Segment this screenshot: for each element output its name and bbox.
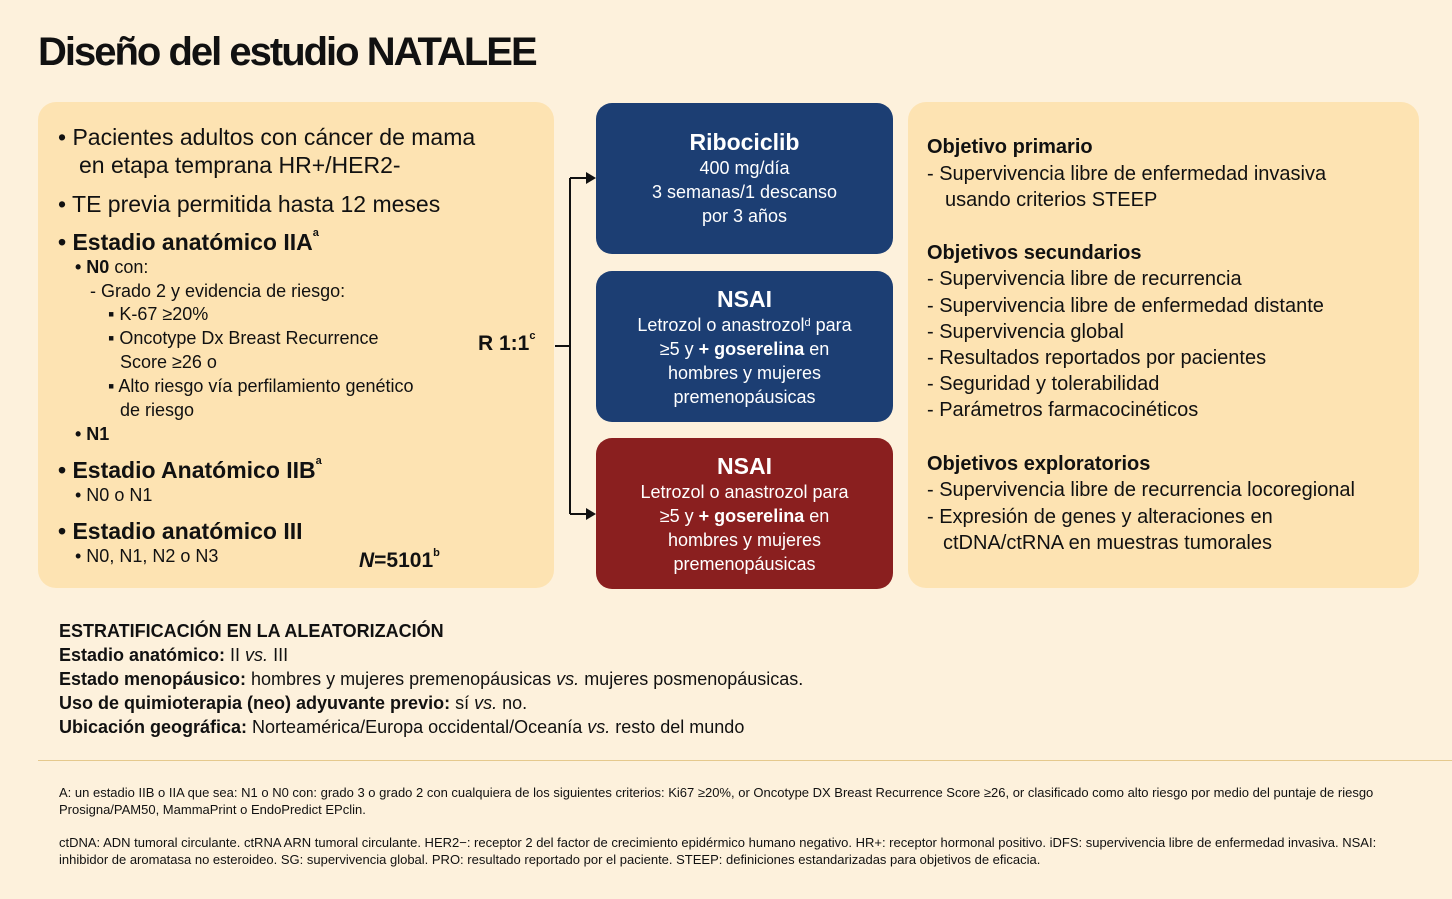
secondary-objective-item: - Resultados reportados por pacientes [927,347,1267,369]
secondary-objective-item: - Supervivencia global [927,321,1124,343]
arm-nsai-2-line1: Letrozol o anastrozol para [640,482,849,502]
arm-nsai-1-line4: premenopáusicas [673,387,816,407]
arm-nsai-2-name: NSAI [717,453,772,479]
primary-objective-item: - Supervivencia libre de enfermedad invasiva [927,163,1327,185]
n0-with: • N0 con: [75,257,149,277]
secondary-objective-item: - Supervivencia libre de recurrencia [927,268,1242,290]
footnote-stage-definition: A: un estadio IIB o IIA que sea: N1 o N0 con: grado 3 o grado 2 con cualquiera de los siguientes criterios: Ki67 ≥20%, or Oncotype DX Breast Recurrence Score ≥26, or clasificado como alto riesgo por medio del puntaje de riesgo Prosigna/PAM50, MammaPrint o EndoPredict EPclin. [59,785,1374,817]
stratification-prior-chemo: Uso de quimioterapia (neo) adyuvante previo: sí vs. no. [59,693,528,713]
exploratory-objectives-heading: Objetivos exploratorios [927,453,1151,475]
sample-size: $N=5101^b$ [359,547,440,572]
arm-ribociclib [596,103,893,254]
secondary-objectives-heading: Objetivos secundarios [927,242,1142,264]
stratification-anatomic-stage: Estadio anatómico: II vs. III [59,645,289,665]
n1-label: • N1 [75,424,110,444]
criterion-adult-patients-cont: en etapa temprana HR+/HER2- [79,152,401,178]
arrowhead-bottom [586,508,596,520]
primary-objective-item-cont: usando criterios STEEP [945,189,1158,211]
criterion-genomic-risk-cont: de riesgo [120,400,195,420]
arm-nsai-1-name: NSAI [717,286,772,312]
criterion-ki67: ▪ K-67 ≥20% [108,304,209,324]
criterion-prior-et: • TE previa permitida hasta 12 meses [58,191,441,217]
stage-iii-heading: • Estadio anatómico III [58,518,303,544]
randomization-label: R 1:1$^c$ [478,330,536,355]
arm-nsai-1 [596,271,893,422]
arm-nsai-2-line3: hombres y mujeres [667,530,822,550]
criterion-adult-patients: • Pacientes adultos con cáncer de mama [58,124,476,150]
secondary-objective-item: - Seguridad y tolerabilidad [927,373,1160,395]
exploratory-objective-item: - Expresión de genes y alteraciones en [927,506,1273,528]
arm-ribociclib-schedule: 3 semanas/1 descanso [651,182,838,202]
secondary-objective-item: - Parámetros farmacocinéticos [927,399,1199,421]
stratification-heading: ESTRATIFICACIÓN EN LA ALEATORIZACIÓN [59,621,444,641]
stratification-menopausal-status: Estado menopáusico: hombres y mujeres premenopáusicas vs. mujeres posmenopáusicas. [59,669,804,689]
arm-ribociclib-dose: 400 mg/día [699,158,790,178]
criterion-genomic-risk: ▪ Alto riesgo vía perfilamiento genético [108,376,414,396]
arm-nsai-2 [596,438,893,589]
arm-nsai-1-line1: Letrozol o anastrozol$^d$ para [637,315,852,335]
stage-iib-heading: • Estadio Anatómico IIB$^a$ [58,455,322,483]
arm-nsai-2-line4: premenopáusicas [673,554,816,574]
arrowhead-top [586,172,596,184]
footnote-abbreviations: ctDNA: ADN tumoral circulante. ctRNA ARN tumoral circulante. HER2−: receptor 2 del factor de crecimiento epidérmico humano negativo. HR+: receptor hormonal positivo. iDFS: supervivencia libre de enfermedad invasiva. NSAI: inhibidor de aromatasa no esteroideo. SG: supervivencia global. PRO: resultado reportado por el paciente. STEEP: definiciones estandarizadas para objetivos de eficacia. [59,835,1377,867]
page-title: Diseño del estudio NATALEE [38,30,536,74]
exploratory-objective-item-cont: ctDNA/ctRNA en muestras tumorales [943,532,1272,554]
footnote-divider [38,760,1452,761]
primary-objective-heading: Objetivo primario [927,136,1093,158]
arm-ribociclib-duration: por 3 años [701,206,788,226]
secondary-objective-item: - Supervivencia libre de enfermedad distante [927,295,1324,317]
criterion-oncotype: ▪ Oncotype Dx Breast Recurrence [108,328,379,348]
arm-ribociclib-name: Ribociclib [689,129,800,155]
criterion-oncotype-cont: Score ≥26 o [120,352,217,372]
arm-nsai-1-line2: ≥5 y + goserelina en [659,339,830,359]
exploratory-objective-item: - Supervivencia libre de recurrencia locoregional [927,479,1355,501]
arm-nsai-2-line2: ≥5 y + goserelina en [659,506,830,526]
stratification-geography: Ubicación geográfica: Norteamérica/Europa occidental/Oceanía vs. resto del mundo [59,717,745,737]
arm-nsai-1-line3: hombres y mujeres [667,363,822,383]
stage-iii-nodes: • N0, N1, N2 o N3 [75,546,219,566]
objectives-box [908,102,1419,588]
stage-iia-heading: • Estadio anatómico IIA$^a$ [58,227,319,255]
stage-iib-nodes: • N0 o N1 [75,485,153,505]
grade-2-risk: - Grado 2 y evidencia de riesgo: [90,281,346,301]
